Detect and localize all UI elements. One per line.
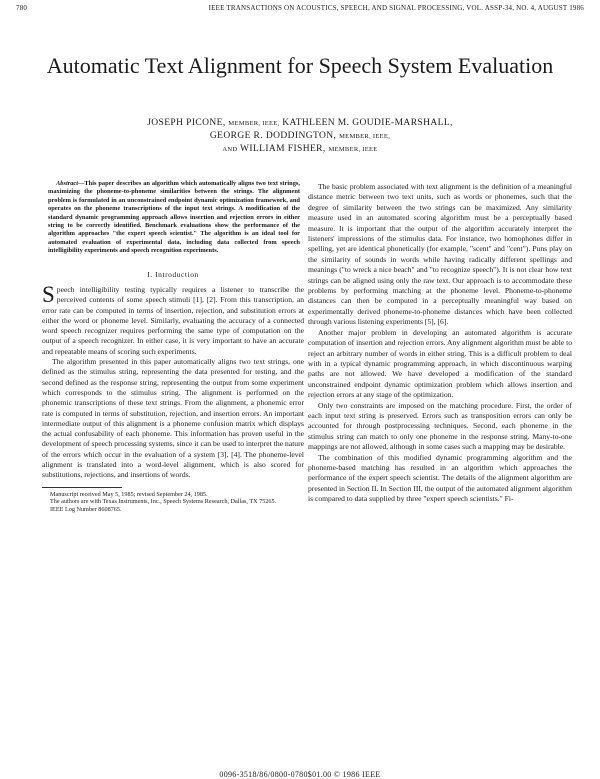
copyright-line: 0096-3518/86/0800-0780$01.00 © 1986 IEEE — [219, 770, 381, 779]
author-picone: JOSEPH PICONE, — [147, 118, 226, 128]
footnote-log-number: IEEE Log Number 8608765. — [50, 505, 122, 513]
author-membership: MEMBER, IEEE — [328, 146, 378, 153]
abstract — [48, 180, 300, 256]
author-goudie-marshall: KATHLEEN M. GOUDIE-MARSHALL, — [282, 118, 453, 128]
author-and: AND — [222, 146, 238, 153]
left-column — [42, 180, 304, 513]
body-paragraph-1: The basic problem associated with text alignment is the definition of a meaningful distance metric between two text units, such as words or phonemes, such that the degree of similarity between the two strings can be maximized. Any similarity measure used in an automated scoring algorithm must be a perceptually based measure. It is important that the output of the algorithm accurately interpret the listeners' impressions of the stimulus data. For instance, two homophones differ in spelling, yet are identical phonetically (for example, "scent" and "cent"). Puns play on the similarity of sounds in words while having radically different spellings and meanings ("to wreck a nice beach" and "to recognize speech"). It is not clear how text strings can be aligned using only the raw text. Our approach is to accommodate these problems by performing matching at the phoneme level. Phoneme-to-phoneme distances can then be computed in a perceptually meaningful way based on experimentally derived phoneme-to-phoneme distances which have been collected through various listening experiments [5], [6]. — [308, 182, 572, 327]
footnote-affiliation: The authors are with Texas Instruments, Inc., Speech Systems Research, Dallas, TX 75265. — [50, 498, 277, 506]
journal-header: IEEE TRANSACTIONS ON ACOUSTICS, SPEECH, AND SIGNAL PROCESSING, VOL. ASSP-34, NO. 4, AUGUST 1986 — [208, 4, 584, 12]
paper-title: Automatic Text Alignment for Speech System Evaluation — [46, 53, 554, 78]
author-membership: MEMBER, IEEE, — [228, 120, 280, 127]
intro-paragraph-1: Speech intelligibility testing typically requires a listener to transcribe the perceived contents of some speech stimuli [1], [2]. From this transcription, an error rate can be computed in terms of insertion, rejection, and substitution errors at either the word or phoneme level. Similarly, evaluating the accuracy of a connected word speech recognizer requires performing the same type of computation on the output of a speech recognizer. In either case, it is very important to have an accurate and repeatable means of scoring such experiments. — [42, 281, 304, 356]
author-fisher: WILLIAM FISHER, — [240, 144, 326, 154]
footnote-received: Manuscript received May 5, 1985; revised September 24, 1985. — [50, 490, 208, 498]
abstract-label: Abstract— — [56, 180, 85, 187]
running-header — [16, 4, 584, 12]
section-heading-introduction: I. Introduction — [147, 269, 199, 279]
body-paragraph-4: The combination of this modified dynamic programming algorithm and the phoneme-based matching has resulted in an algorithm which approaches the performance of the expert speech scientist. The details of the alignment algorithm are presented in Section II. In Section III, the output of the automated alignment algorithm is compared to data supplied by three "expert speech scientists." Fi- — [308, 452, 572, 504]
footnote — [42, 491, 304, 514]
intro-paragraph-2: The algorithm presented in this paper automatically aligns two text strings, one defined as the stimulus string, representing the data presented for testing, and the second defined as the response string, representing the output from some experiment which corresponds to the stimulus string. The alignment is performed on the phonemic transcriptions of these text strings. From the alignment, a phonemic error rate is computed in terms of substitution, rejection, and insertion errors. An important intermediate output of this alignment is a phoneme confusion matrix which displays the actual confusability of each phoneme. This information has proven useful in the development of speech processing systems, since it can be used to interpret the nature of the errors which occur in the evaluation of a system [3], [4]. The phoneme-level alignment is translated into a word-level alignment, which is also scored for substitutions, rejections, and insertions of words. — [42, 357, 304, 480]
footnote-rule — [42, 487, 122, 488]
right-column — [308, 182, 572, 505]
page-number: 780 — [16, 4, 28, 12]
body-paragraph-2: Another major problem in developing an automated algorithm is accurate computation of insertion and rejection errors. Any alignment algorithm must be able to reject an arbitrary number of words in either string. This is a difficult problem to deal with in a typical dynamic programming approach, in which discontinuous warping paths are not allowed. We have developed a modification of the standard unconstrained endpoint dynamic optimization problem which allows insertion and rejection errors at any stage of the optimization. — [308, 327, 572, 400]
author-membership: MEMBER, IEEE, — [339, 133, 391, 140]
abstract-text: This paper describes an algorithm which automatically aligns two text strings, maximizing the phoneme-to-phoneme similarities between the strings. The alignment problem is formulated in an unconstrained endpoint dynamic optimization framework, and operates on the phoneme transcriptions of the input text strings. A modification of the standard dynamic programming approach allows insertion and rejection errors in either string to be correctly identified. Benchmark evaluations show the performance of the algorithm approaches "the expert speech scientist." The algorithm is an ideal tool for automated evaluation of experimental data, including data collected from speech intelligibility experiments and speech recognition experiments. — [48, 180, 300, 255]
author-list — [40, 117, 560, 156]
author-doddington: GEORGE R. DODDINGTON, — [209, 131, 337, 141]
body-paragraph-3: Only two constraints are imposed on the matching procedure. First, the order of each input text string is preserved. Errors such as transposition errors can only be accounted for through postprocessing techniques. Second, each phoneme in the stimulus string can match to only one phoneme in the response string. Many-to-one mappings are not allowed, although in some cases such a mapping may be desirable. — [308, 400, 572, 452]
